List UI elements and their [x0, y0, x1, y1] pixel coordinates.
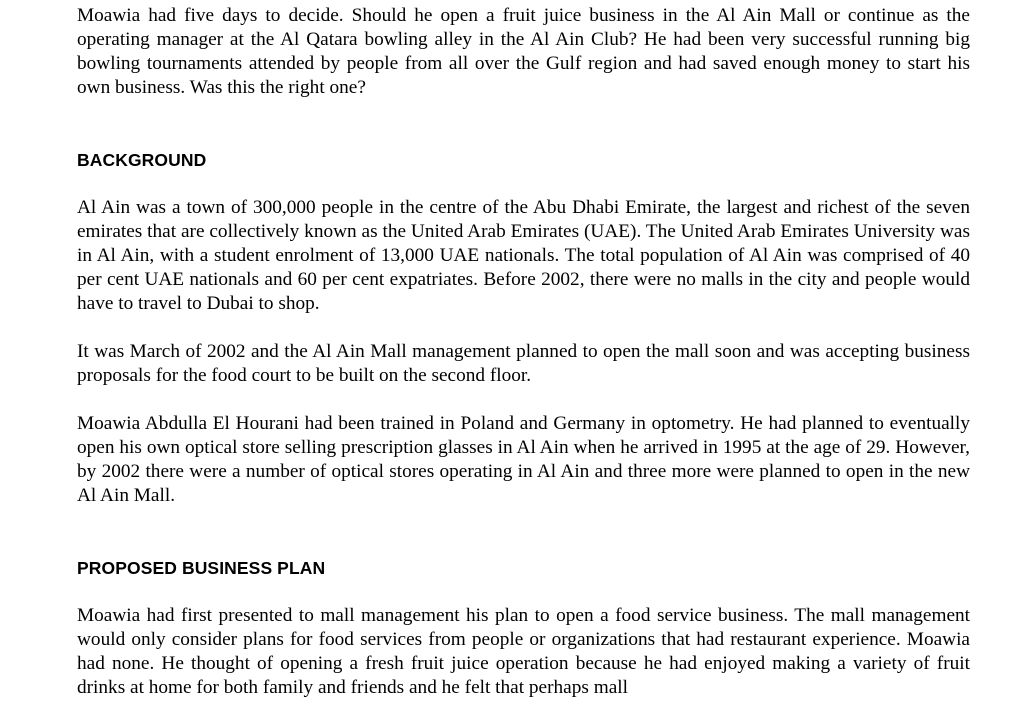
intro-paragraph: Moawia had five days to decide. Should he open a fruit juice business in the Al Ain Mall or continue as the operating manager at the Al Qatara bowling alley in the Al Ain Club? He had been very successful running big bowling tournaments attended by people from all over the Gulf region and had saved enough money to start his own business. Was this the right one?: [77, 5, 970, 98]
background-paragraph-2: It was March of 2002 and the Al Ain Mall management planned to open the mall soon and was accepting business proposals for the food court to be built on the second floor.: [77, 341, 970, 386]
background-paragraph-3: Moawia Abdulla El Hourani had been trained in Poland and Germany in optometry. He had planned to eventually open his own optical store selling prescription glasses in Al Ain when he arrived in 1995 at the age of 29. However, by 2002 there were a number of optical stores operating in Al Ain and three more were planned to open in the new Al Ain Mall.: [77, 413, 970, 506]
background-heading: BACKGROUND: [77, 150, 207, 170]
document-page: [77, 4, 970, 700]
business-plan-heading: PROPOSED BUSINESS PLAN: [77, 558, 326, 578]
background-paragraph-1: Al Ain was a town of 300,000 people in the centre of the Abu Dhabi Emirate, the largest and richest of the seven emirates that are collectively known as the United Arab Emirates (UAE). The United Arab Emirates University was in Al Ain, with a student enrolment of 13,000 UAE nationals. The total population of Al Ain was comprised of 40 per cent UAE nationals and 60 per cent expatriates. Before 2002, there were no malls in the city and people would have to travel to Dubai to shop.: [77, 197, 970, 314]
business-plan-paragraph-1: Moawia had first presented to mall management his plan to open a food service business. The mall management would only consider plans for food services from people or organizations that had restaurant experience. Moawia had none. He thought of opening a fresh fruit juice operation because he had enjoyed making a variety of fruit drinks at home for both family and friends and he felt that perhaps mall: [77, 605, 970, 698]
